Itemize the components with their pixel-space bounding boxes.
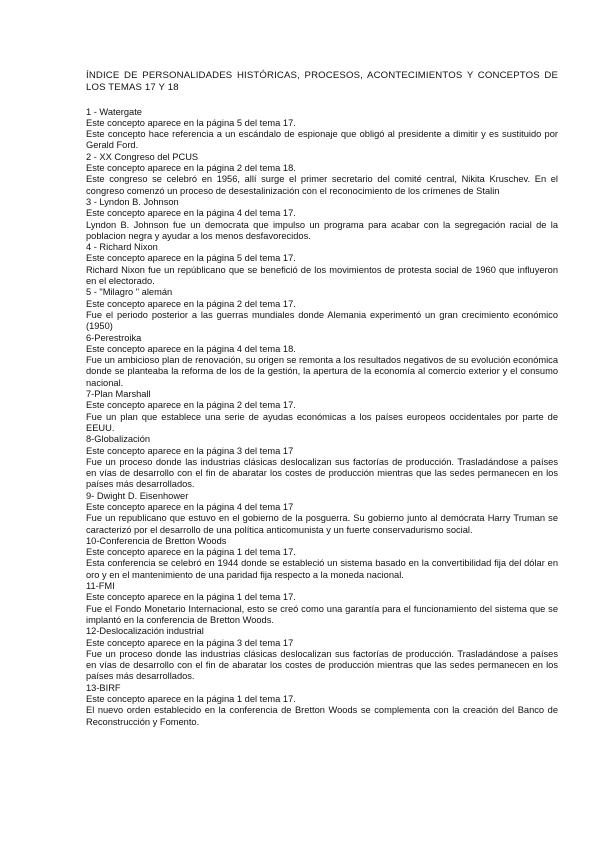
entry-location: Este concepto aparece en la página 2 del tema 17. (86, 298, 296, 309)
entry-location: Este concepto aparece en la página 1 del tema 17. (86, 547, 296, 558)
entry-heading: 3 - Lyndon B. Johnson (86, 196, 179, 207)
entry-location: Este concepto aparece en la página 5 del tema 17. (86, 117, 296, 128)
entry-location: Este concepto aparece en la página 2 del tema 18. (86, 163, 296, 174)
entry-heading: 10-Conferencia de Bretton Woods (86, 535, 227, 546)
entry-heading: 4 - Richard Nixon (86, 242, 158, 253)
index-entry (86, 242, 558, 287)
entry-description: Lyndon B. Johnson fue un democrata que impulso un programa para acabar con la segregación racial de la poblacion negra y ayudar a los menos desfavorecidos. (86, 219, 558, 241)
entry-location: Este concepto aparece en la página 1 del tema 17. (86, 694, 296, 705)
entry-heading: 6-Perestroika (86, 332, 142, 343)
index-entry (86, 389, 558, 434)
entry-description: Esta conferencia se celebró en 1944 donde se estableció un sistema basado en la convertibilidad fija del dólar en oro y en el mantenimiento de una paridad fija respecto a la moneda nacional. (86, 558, 558, 580)
entry-description: Este concepto hace referencia a un escándalo de espionaje que obligó al presidente a dimitir y es sustituido por Gerald Ford. (86, 129, 558, 151)
entry-heading: 5 - "Milagro " alemán (86, 287, 173, 298)
index-entry (86, 434, 558, 490)
index-entry (86, 107, 558, 152)
entry-description: Fue el Fondo Monetario Internacional, esto se creó como una garantía para el funcionamiento del sistema que se implantó en la conferencia de Bretton Woods. (86, 603, 558, 625)
index-entry (86, 287, 558, 332)
entry-heading: 1 - Watergate (86, 106, 142, 117)
entry-description: El nuevo orden establecido en la conferencia de Bretton Woods se complementa con la creación del Banco de Reconstrucción y Fomento. (86, 705, 558, 727)
entry-location: Este concepto aparece en la página 1 del tema 17. (86, 592, 296, 603)
index-entry (86, 683, 558, 728)
entry-description: Este congreso se celebró en 1956, allí surge el primer secretario del comité central, Nikita Kruschev. En el congreso comenzó un proceso de desestalinización con el reconocimiento de los crímenes de Stalin (86, 174, 558, 196)
index-entry (86, 626, 558, 682)
entry-location: Este concepto aparece en la página 4 del tema 17. (86, 208, 296, 219)
entry-description: Fue el periodo posterior a las guerras mundiales donde Alemania experimentó un gran crecimiento económico (1950) (86, 309, 558, 332)
entry-location: Este concepto aparece en la página 3 del tema 17 (86, 637, 294, 648)
entry-heading: 12-Deslocalización industrial (86, 626, 204, 637)
entry-heading: 9- Dwight D. Eisenhower (86, 490, 189, 501)
entry-heading: 13-BIRF (86, 682, 121, 693)
entry-heading: 11-FMI (86, 581, 115, 592)
index-entry (86, 333, 558, 389)
entry-description: Richard Nixon fue un repúblicano que se benefició de los movimientos de protesta social de 1960 que influyeron en el electorado. (86, 264, 558, 287)
entry-description: Fue un proceso donde las industrias clásicas deslocalizan sus factorías de producción. Trasladándose a países en vías de desarrollo con el fin de abaratar los costes de producción mientras que las sedes permanecen en los países más desarrollados. (86, 648, 558, 682)
entry-location: Este concepto aparece en la página 4 del tema 18. (86, 343, 296, 354)
entry-heading: 2 - XX Congreso del PCUS (86, 151, 199, 162)
entry-location: Este concepto aparece en la página 2 del tema 17. (86, 400, 296, 411)
index-entry (86, 536, 558, 581)
index-entry (86, 581, 558, 626)
document-title: ÍNDICE DE PERSONALIDADES HISTÓRICAS, PROCESOS, ACONTECIMIENTOS Y CONCEPTOS DE LOS TEMAS 17 Y 18 (86, 70, 558, 94)
entry-heading: 7-Plan Marshall (86, 389, 151, 400)
entry-description: Fue un plan que establece una serie de ayudas económicas a los países europeos occidentales por parte de EEUU. (86, 411, 558, 433)
entry-location: Este concepto aparece en la página 4 del tema 17 (86, 501, 294, 512)
index-entry (86, 152, 558, 197)
entry-description: Fue un republicano que estuvo en el gobierno de la posguerra. Su gobierno junto al demócrata Harry Truman se caracterizó por el desarrollo de una política anticomunista y un fuerte conservadurismo social. (86, 513, 558, 535)
entries-list (86, 107, 558, 728)
entry-location: Este concepto aparece en la página 5 del tema 17. (86, 253, 296, 264)
entry-heading: 8-Globalización (86, 434, 151, 445)
index-entry (86, 491, 558, 536)
entry-description: Fue un ambicioso plan de renovación, su origen se remonta a los resultados negativos de su evolución económica donde se planteaba la reforma de los de la gestión, la apertura de la economía al comercio exterior y el consumo nacional. (86, 355, 558, 388)
index-entry (86, 197, 558, 242)
entry-location: Este concepto aparece en la página 3 del tema 17 (86, 445, 294, 456)
entry-description: Fue un proceso donde las industrias clásicas deslocalizan sus factorías de producción. Trasladándose a países en vías de desarrollo con el fin de abaratar los costes de producción mientras que las sedes permanecen en los países más desarrollados. (86, 456, 558, 490)
